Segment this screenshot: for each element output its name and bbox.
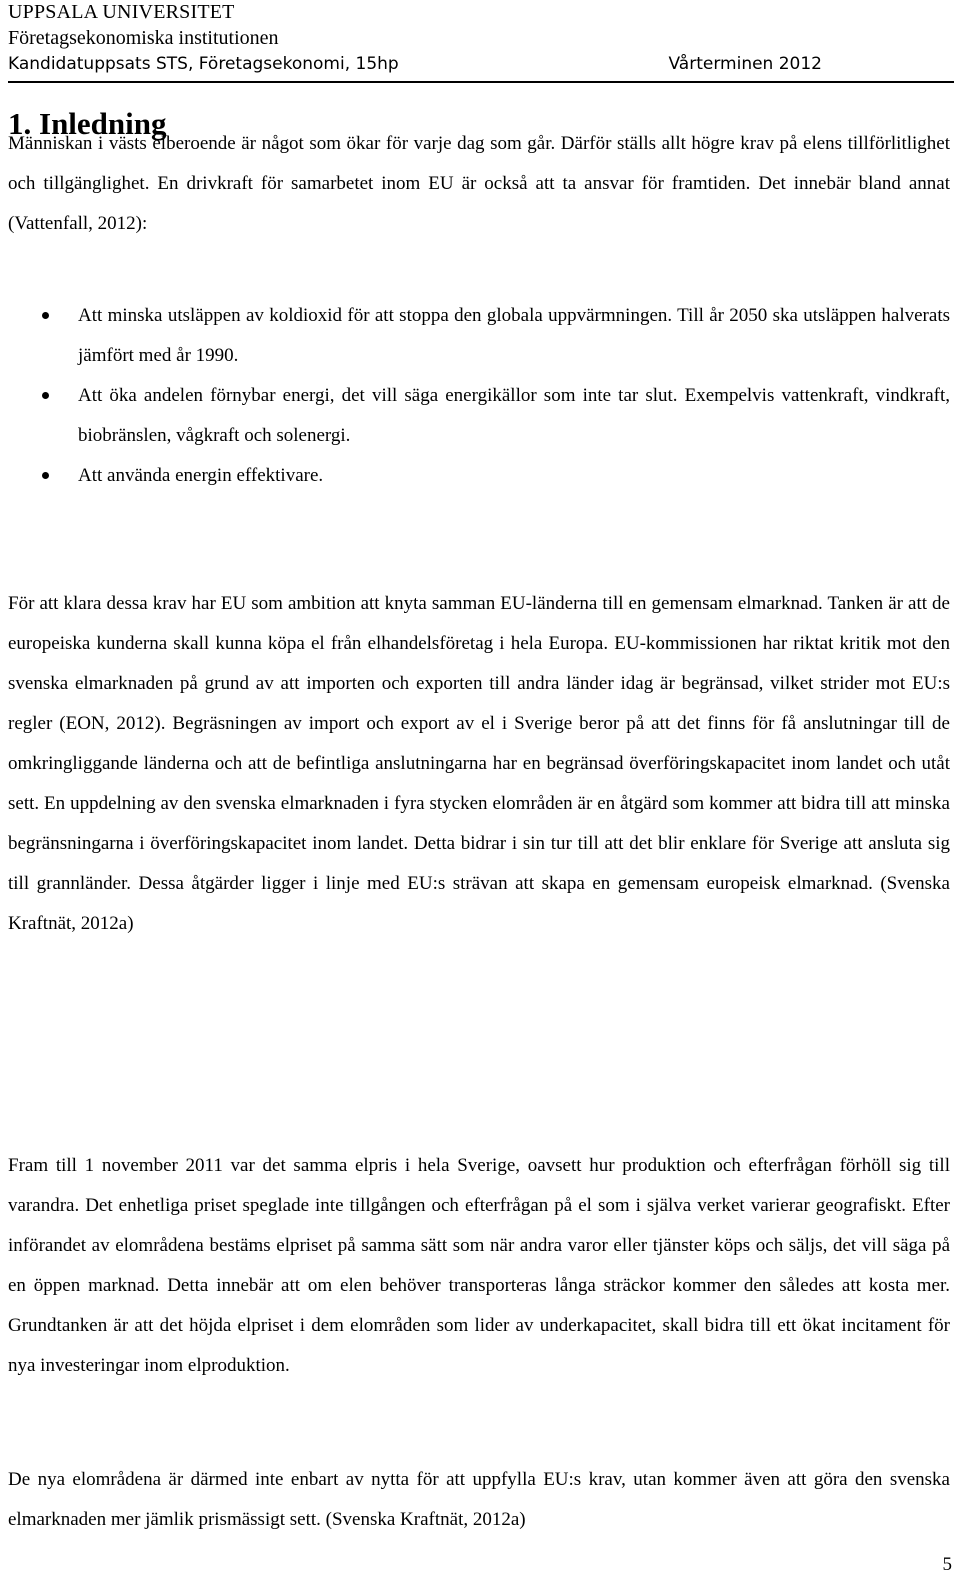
header-course: Kandidatuppsats STS, Företagsekonomi, 15hp xyxy=(8,54,399,74)
section-title: 1. Inledning xyxy=(8,106,167,141)
bullet-icon xyxy=(42,392,49,399)
conclusion-paragraph: De nya elområdena är därmed inte enbart av nytta för att uppfylla EU:s krav, utan kommer även att göra den svenska elmarknaden mer jämlik prismässigt sett. (Svenska Kraftnät, 2012a) xyxy=(8,1469,950,1530)
list-item-text: Att minska utsläppen av koldioxid för att stoppa den globala uppvärmningen. Till år 2050 ska utsläppen halverats jämfört med år 1990. xyxy=(78,305,950,366)
price-paragraph-block xyxy=(8,1146,950,1386)
header-term: Vårterminen 2012 xyxy=(668,54,822,74)
list-item-text: Att öka andelen förnybar energi, det vill säga energikällor som inte tar slut. Exempelvis vattenkraft, vindkraft, biobränslen, vågkraft och solenergi. xyxy=(78,385,950,446)
list-item xyxy=(8,456,950,496)
intro-paragraph: Människan i västs elberoende är något som ökar för varje dag som går. Därför ställs allt högre krav på elens tillförlitlighet och tillgänglighet. En drivkraft för samarbetet inom EU är också att ta ansvar för framtiden. Det innebär bland annat (Vattenfall, 2012): xyxy=(8,133,950,234)
bullet-icon xyxy=(42,472,49,479)
list-item xyxy=(8,296,950,376)
market-paragraph-block xyxy=(8,584,950,944)
list-item-text: Att använda energin effektivare. xyxy=(78,465,324,486)
bullet-icon xyxy=(42,312,49,319)
goals-list xyxy=(8,296,950,496)
conclusion-paragraph-block xyxy=(8,1460,950,1540)
header-university: UPPSALA UNIVERSITET xyxy=(8,1,235,23)
page-number: 5 xyxy=(942,1554,952,1575)
list-item xyxy=(8,376,950,456)
intro-paragraph-block xyxy=(8,124,950,244)
header-department: Företagsekonomiska institutionen xyxy=(8,27,279,49)
header-divider xyxy=(8,81,954,83)
price-paragraph: Fram till 1 november 2011 var det samma elpris i hela Sverige, oavsett hur produktion och efterfrågan förhöll sig till varandra. Det enhetliga priset speglade inte tillgången och efterfrågan på el som i själva verket varierar geografiskt. Efter införandet av elområdena bestäms elpriset på samma sätt som när andra varor eller tjänster köps och säljs, det vill säga på en öppen marknad. Detta innebär att om elen behöver transporteras långa sträckor kommer den således att kosta mer. Grundtanken är att det höjda elpriset i dem elområden som lider av underkapacitet, skall bidra till ett ökat incitament för nya investeringar inom elproduktion. xyxy=(8,1155,950,1376)
market-paragraph: För att klara dessa krav har EU som ambition att knyta samman EU-länderna till en gemensam elmarknad. Tanken är att de europeiska kunderna skall kunna köpa el från elhandelsföretag i hela Europa. EU-kommissionen har riktat kritik mot den svenska elmarknaden på grund av att importen och exporten till andra länder idag är begränsad, vilket strider mot EU:s regler (EON, 2012). Begräsningen av import och export av el i Sverige beror på att det finns för få anslutningar till de omkringliggande länderna och att de befintliga anslutningarna har en begränsad överföringskapacitet inom landet och utåt sett. En uppdelning av den svenska elmarknaden i fyra stycken elområden är en åtgärd som kommer att bidra till att minska begränsningarna i överföringskapacitet inom landet. Detta bidrar i sin tur till att det blir enklare för Sverige att ansluta sig till grannländer. Dessa åtgärder ligger i linje med EU:s strävan att skapa en gemensam europeisk elmarknad. (Svenska Kraftnät, 2012a) xyxy=(8,593,950,934)
